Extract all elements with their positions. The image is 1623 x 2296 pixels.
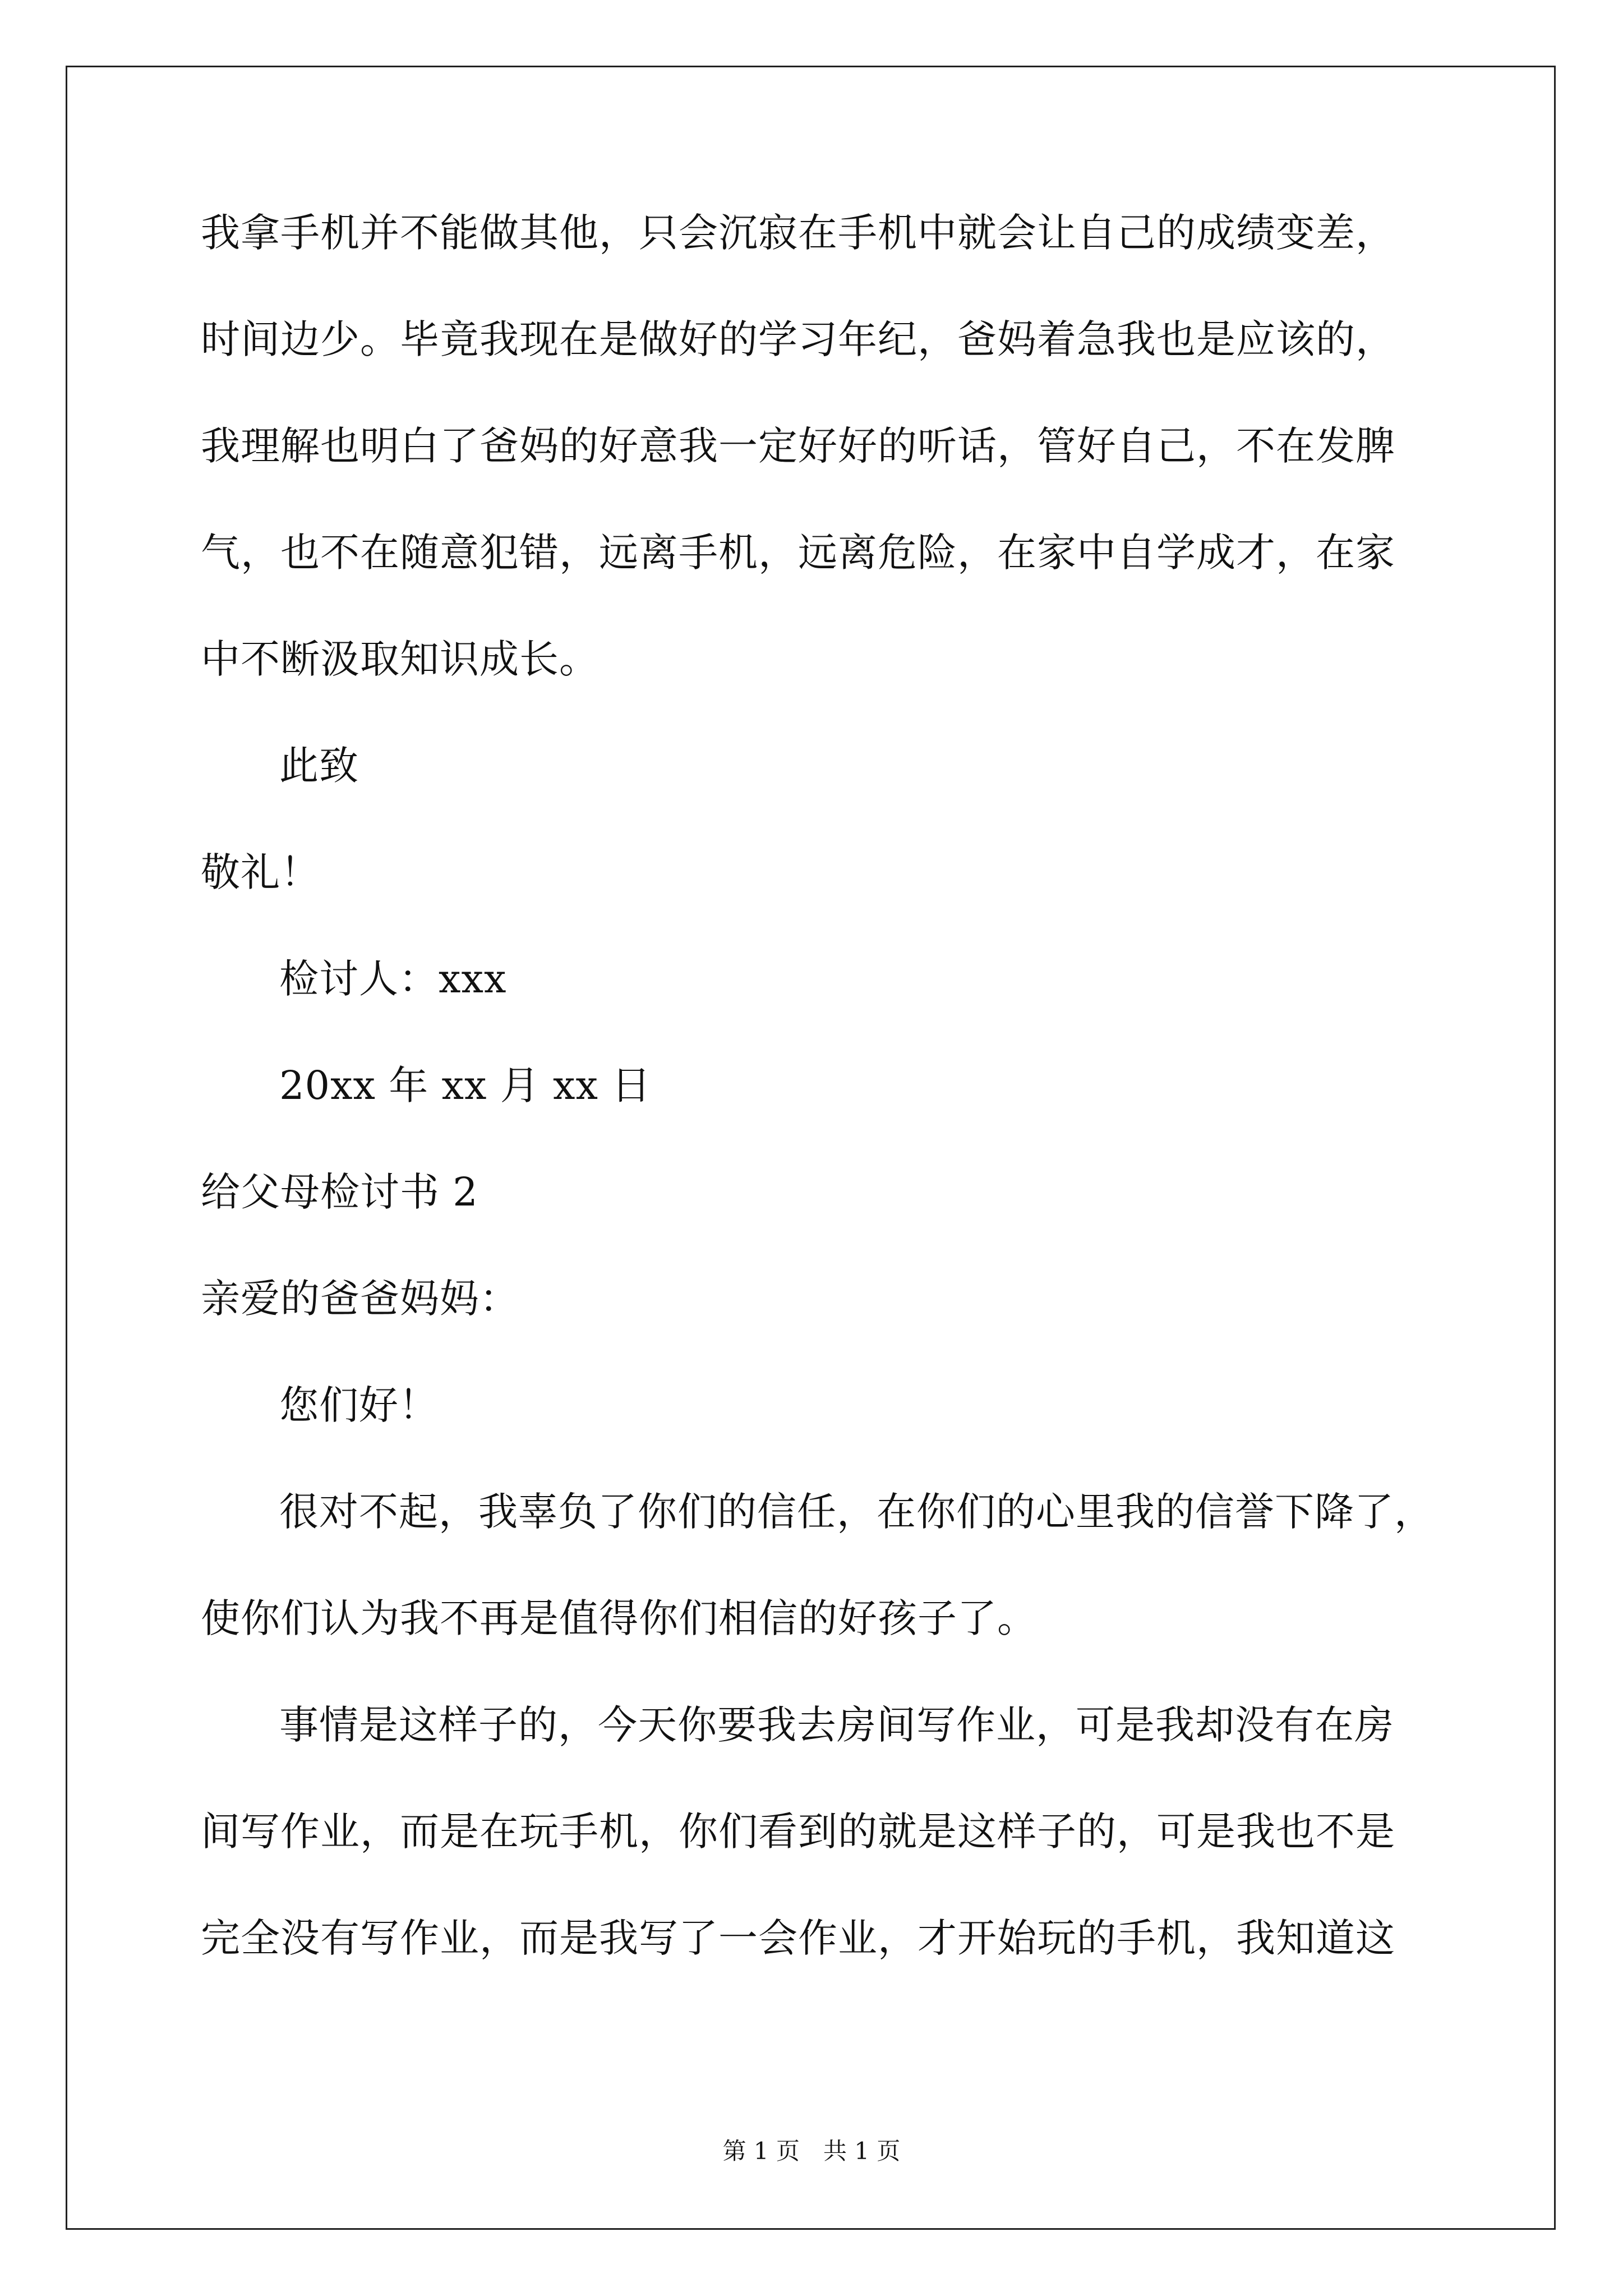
- page-footer: 第 1 页 共 1 页: [722, 2137, 901, 2165]
- regards: 敬礼！: [201, 849, 320, 895]
- salutation-closing: 此致: [279, 743, 359, 789]
- body-line: 时间边少。毕竟我现在是做好的学习年纪，爸妈着急我也是应该的，: [201, 316, 1395, 362]
- body-line: 我理解也明白了爸妈的好意我一定好好的听话，管好自己，不在发脾: [201, 423, 1395, 469]
- signature-line: 检讨人：xxx: [279, 956, 507, 1002]
- body-line: 事情是这样子的，今天你要我去房间写作业，可是我却没有在房: [279, 1702, 1394, 1748]
- body-line: 我拿手机并不能做其他，只会沉寂在手机中就会让自己的成绩变差，: [201, 210, 1395, 256]
- date-line: 20xx 年 xx 月 xx 日: [279, 1062, 652, 1108]
- page-border: [66, 66, 1556, 2230]
- body-line: 气，也不在随意犯错，远离手机，远离危险，在家中自学成才，在家: [201, 530, 1395, 576]
- body-line: 很对不起，我辜负了你们的信任，在你们的心里我的信誉下降了，: [279, 1489, 1434, 1535]
- section-title: 给父母检讨书 2: [201, 1169, 478, 1215]
- body-line: 使你们认为我不再是值得你们相信的好孩子了。: [201, 1595, 1037, 1641]
- body-line: 中不断汲取知识成长。: [201, 636, 599, 682]
- greeting-hello: 您们好！: [279, 1382, 439, 1428]
- body-line: 完全没有写作业，而是我写了一会作业，才开始玩的手机，我知道这: [201, 1915, 1395, 1961]
- body-line: 间写作业，而是在玩手机，你们看到的就是这样子的，可是我也不是: [201, 1809, 1395, 1855]
- greeting: 亲爱的爸爸妈妈：: [201, 1276, 519, 1322]
